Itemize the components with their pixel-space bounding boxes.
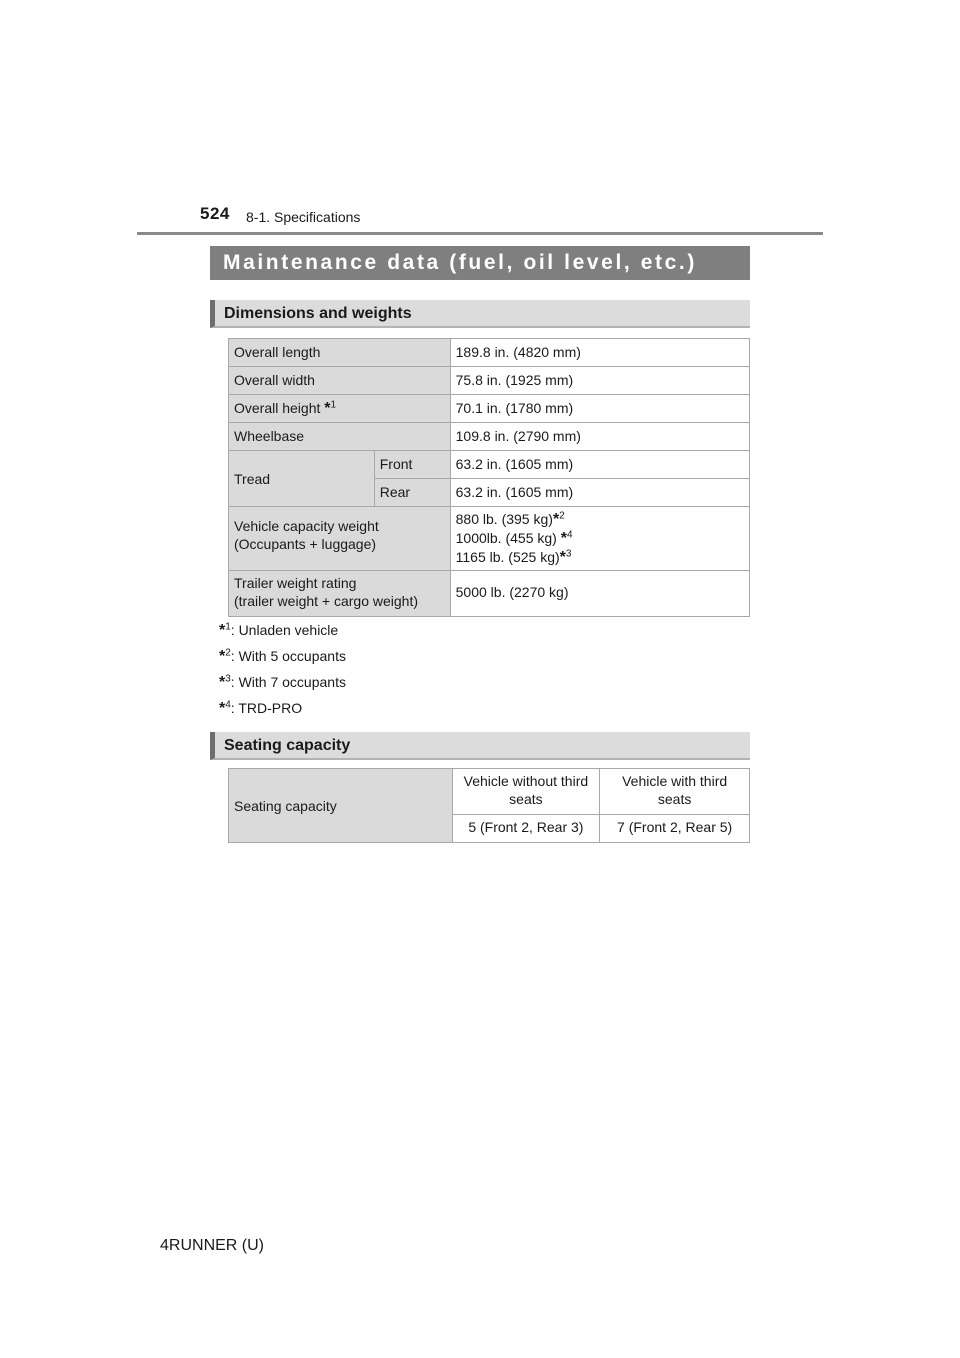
footnote-ref: 4 bbox=[225, 699, 231, 711]
table-row bbox=[229, 451, 750, 479]
wheelbase-value: 109.8 in. (2790 mm) bbox=[450, 423, 749, 451]
overall-height-cell bbox=[229, 395, 451, 423]
overall-height-label: Overall height bbox=[234, 400, 321, 416]
without-third-seats-header bbox=[452, 769, 600, 815]
footnote-ref: 3 bbox=[565, 548, 572, 560]
footnote-ref: 1 bbox=[330, 399, 337, 411]
footnote-mark: * bbox=[219, 648, 226, 665]
footer-model: 4RUNNER (U) bbox=[160, 1237, 264, 1254]
footnote-ref: 1 bbox=[225, 621, 231, 633]
footnote-mark: * bbox=[552, 511, 560, 528]
dimensions-heading: Dimensions and weights bbox=[210, 300, 750, 328]
table-row bbox=[229, 367, 750, 395]
without-third-seats-value: 5 (Front 2, Rear 3) bbox=[452, 815, 600, 843]
table-row bbox=[229, 507, 750, 571]
footnote-text: : With 7 occupants bbox=[230, 674, 346, 690]
seating-capacity-label: Seating capacity bbox=[229, 769, 453, 843]
table-row bbox=[229, 423, 750, 451]
capacity-weight-value: 1165 lb. (525 kg) bbox=[455, 549, 560, 565]
section-banner-title: Maintenance data (fuel, oil level, etc.) bbox=[210, 246, 750, 280]
table-row bbox=[229, 339, 750, 367]
tread-label: Tread bbox=[229, 451, 375, 507]
footnote-ref: 3 bbox=[225, 673, 231, 685]
trailer-rating-label-line1: Trailer weight rating bbox=[234, 575, 357, 591]
capacity-weight-value: 1000lb. (455 kg) bbox=[455, 530, 561, 546]
footnote-mark: * bbox=[219, 622, 226, 639]
footnote-mark: * bbox=[324, 400, 331, 417]
footnote bbox=[219, 674, 346, 692]
footnote-text: : With 5 occupants bbox=[230, 648, 346, 664]
footnote-mark: * bbox=[560, 530, 567, 547]
column-header-line: Vehicle with third bbox=[622, 773, 728, 789]
trailer-rating-label-line2: (trailer weight + cargo weight) bbox=[234, 593, 419, 609]
table-row bbox=[229, 769, 750, 815]
trailer-rating-label bbox=[229, 571, 451, 617]
table-row bbox=[229, 395, 750, 423]
footnote-ref: 4 bbox=[566, 529, 573, 541]
overall-width-label: Overall width bbox=[229, 367, 451, 395]
overall-width-value: 75.8 in. (1925 mm) bbox=[450, 367, 749, 395]
overall-length-value: 189.8 in. (4820 mm) bbox=[450, 339, 749, 367]
section-reference: 8-1. Specifications bbox=[246, 209, 361, 225]
capacity-weight-label bbox=[229, 507, 451, 571]
overall-length-label: Overall length bbox=[229, 339, 451, 367]
column-header-line: seats bbox=[509, 791, 543, 807]
tread-rear-value: 63.2 in. (1605 mm) bbox=[450, 479, 749, 507]
capacity-weight-label-line2: (Occupants + luggage) bbox=[234, 536, 377, 552]
wheelbase-label: Wheelbase bbox=[229, 423, 451, 451]
tread-front-label: Front bbox=[374, 451, 450, 479]
trailer-rating-value: 5000 lb. (2270 kg) bbox=[450, 571, 749, 617]
seating-heading: Seating capacity bbox=[210, 732, 750, 760]
footnote-ref: 2 bbox=[559, 510, 565, 522]
footnote-text: : Unladen vehicle bbox=[230, 622, 339, 638]
footnote-mark: * bbox=[219, 674, 226, 691]
footnote bbox=[219, 648, 346, 666]
tread-rear-label: Rear bbox=[374, 479, 450, 507]
with-third-seats-value: 7 (Front 2, Rear 5) bbox=[600, 815, 750, 843]
with-third-seats-header bbox=[600, 769, 750, 815]
capacity-weight-value: 880 lb. (395 kg) bbox=[455, 511, 553, 527]
page-number: 524 bbox=[200, 204, 230, 223]
column-header-line: Vehicle without third bbox=[463, 773, 589, 789]
header-divider bbox=[137, 232, 823, 235]
tread-front-value: 63.2 in. (1605 mm) bbox=[450, 451, 749, 479]
footnote-ref: 2 bbox=[225, 647, 231, 659]
capacity-weight-label-line1: Vehicle capacity weight bbox=[234, 518, 379, 534]
footnote-text: : TRD-PRO bbox=[230, 700, 303, 716]
footnote bbox=[219, 700, 302, 718]
column-header-line: seats bbox=[657, 791, 692, 807]
capacity-weight-values bbox=[450, 507, 749, 571]
seating-table bbox=[228, 768, 750, 843]
table-row bbox=[229, 571, 750, 617]
footnote-mark: * bbox=[219, 700, 226, 717]
dimensions-table bbox=[228, 338, 750, 617]
overall-height-value: 70.1 in. (1780 mm) bbox=[450, 395, 749, 423]
footnote bbox=[219, 622, 338, 640]
footnote-mark: * bbox=[559, 549, 566, 566]
